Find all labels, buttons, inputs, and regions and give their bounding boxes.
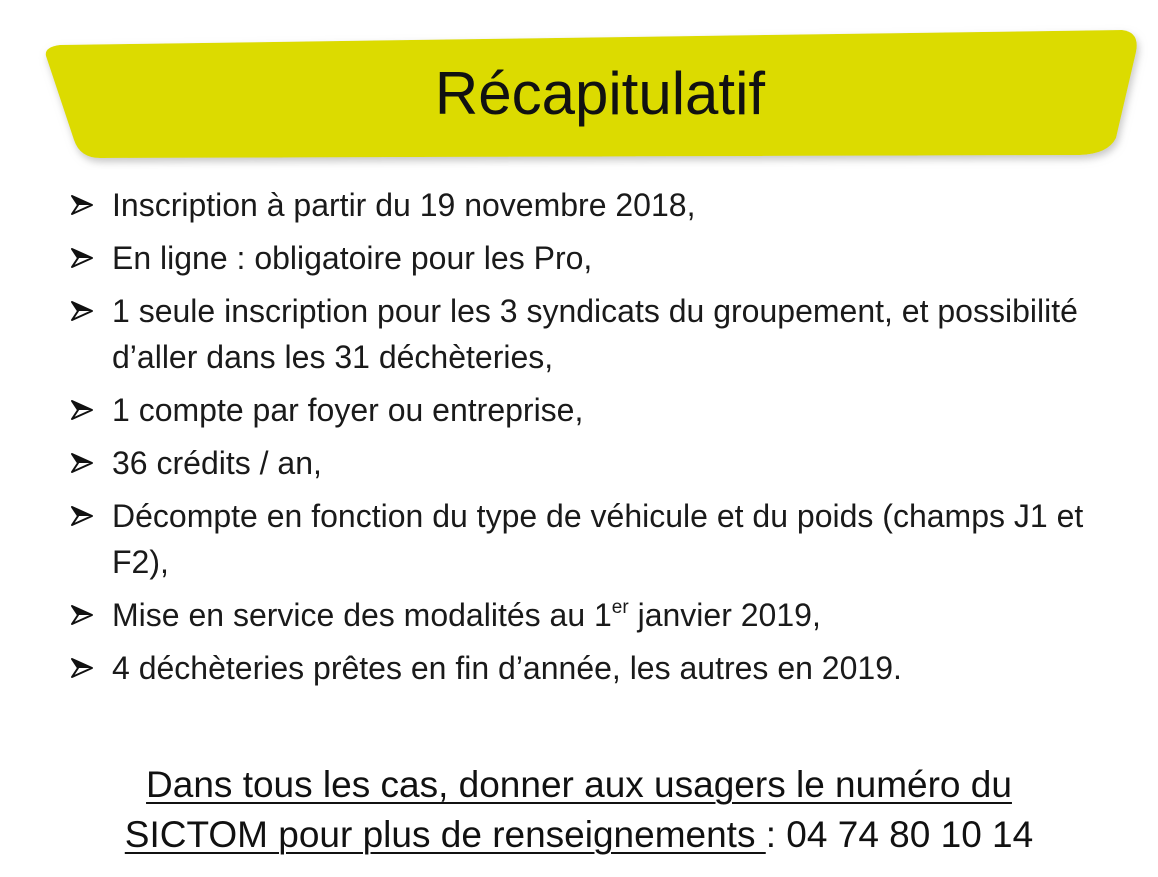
list-item xyxy=(70,182,1110,228)
list-item-text: 1 compte par foyer ou entreprise, xyxy=(112,392,584,428)
list-item-text: 4 déchèteries prêtes en fin d’année, les autres en 2019. xyxy=(112,650,902,686)
list-item xyxy=(70,288,1110,380)
footer-note xyxy=(0,760,1158,860)
arrow-bullet-icon xyxy=(70,452,94,474)
arrow-bullet-icon xyxy=(70,247,94,269)
list-item-text-before: Mise en service des modalités au 1 xyxy=(112,597,612,633)
arrow-bullet-icon xyxy=(70,399,94,421)
list-item xyxy=(70,592,1110,638)
list-item xyxy=(70,440,1110,486)
ordinal-superscript: er xyxy=(611,597,629,618)
footer-line-2-underlined: SICTOM pour plus de renseignements xyxy=(124,814,766,855)
footer-line-2 xyxy=(0,810,1158,860)
arrow-bullet-icon xyxy=(70,505,94,527)
phone-number: : 04 74 80 10 14 xyxy=(765,814,1034,855)
list-item xyxy=(70,235,1110,281)
arrow-bullet-icon xyxy=(70,300,94,322)
list-item xyxy=(70,387,1110,433)
arrow-bullet-icon xyxy=(70,194,94,216)
list-item-text: Décompte en fonction du type de véhicule et du poids (champs J1 et F2), xyxy=(112,498,1084,580)
list-item-text: 36 crédits / an, xyxy=(112,445,322,481)
bullet-list xyxy=(70,182,1110,698)
list-item-text: 1 seule inscription pour les 3 syndicats du groupement, et possibilité d’aller dans les 31 déchèteries, xyxy=(112,293,1078,375)
list-item-text: Inscription à partir du 19 novembre 2018, xyxy=(112,187,696,223)
page-title: Récapitulatif xyxy=(434,60,766,127)
arrow-bullet-icon xyxy=(70,657,94,679)
list-item-text-after: janvier 2019, xyxy=(628,597,821,633)
footer-line-1 xyxy=(0,760,1158,810)
arrow-bullet-icon xyxy=(70,604,94,626)
list-item xyxy=(70,493,1110,585)
footer-line-1-text: Dans tous les cas, donner aux usagers le numéro du xyxy=(146,764,1012,805)
list-item-text: En ligne : obligatoire pour les Pro, xyxy=(112,240,593,276)
list-item xyxy=(70,645,1110,691)
list-item-text xyxy=(112,597,821,633)
